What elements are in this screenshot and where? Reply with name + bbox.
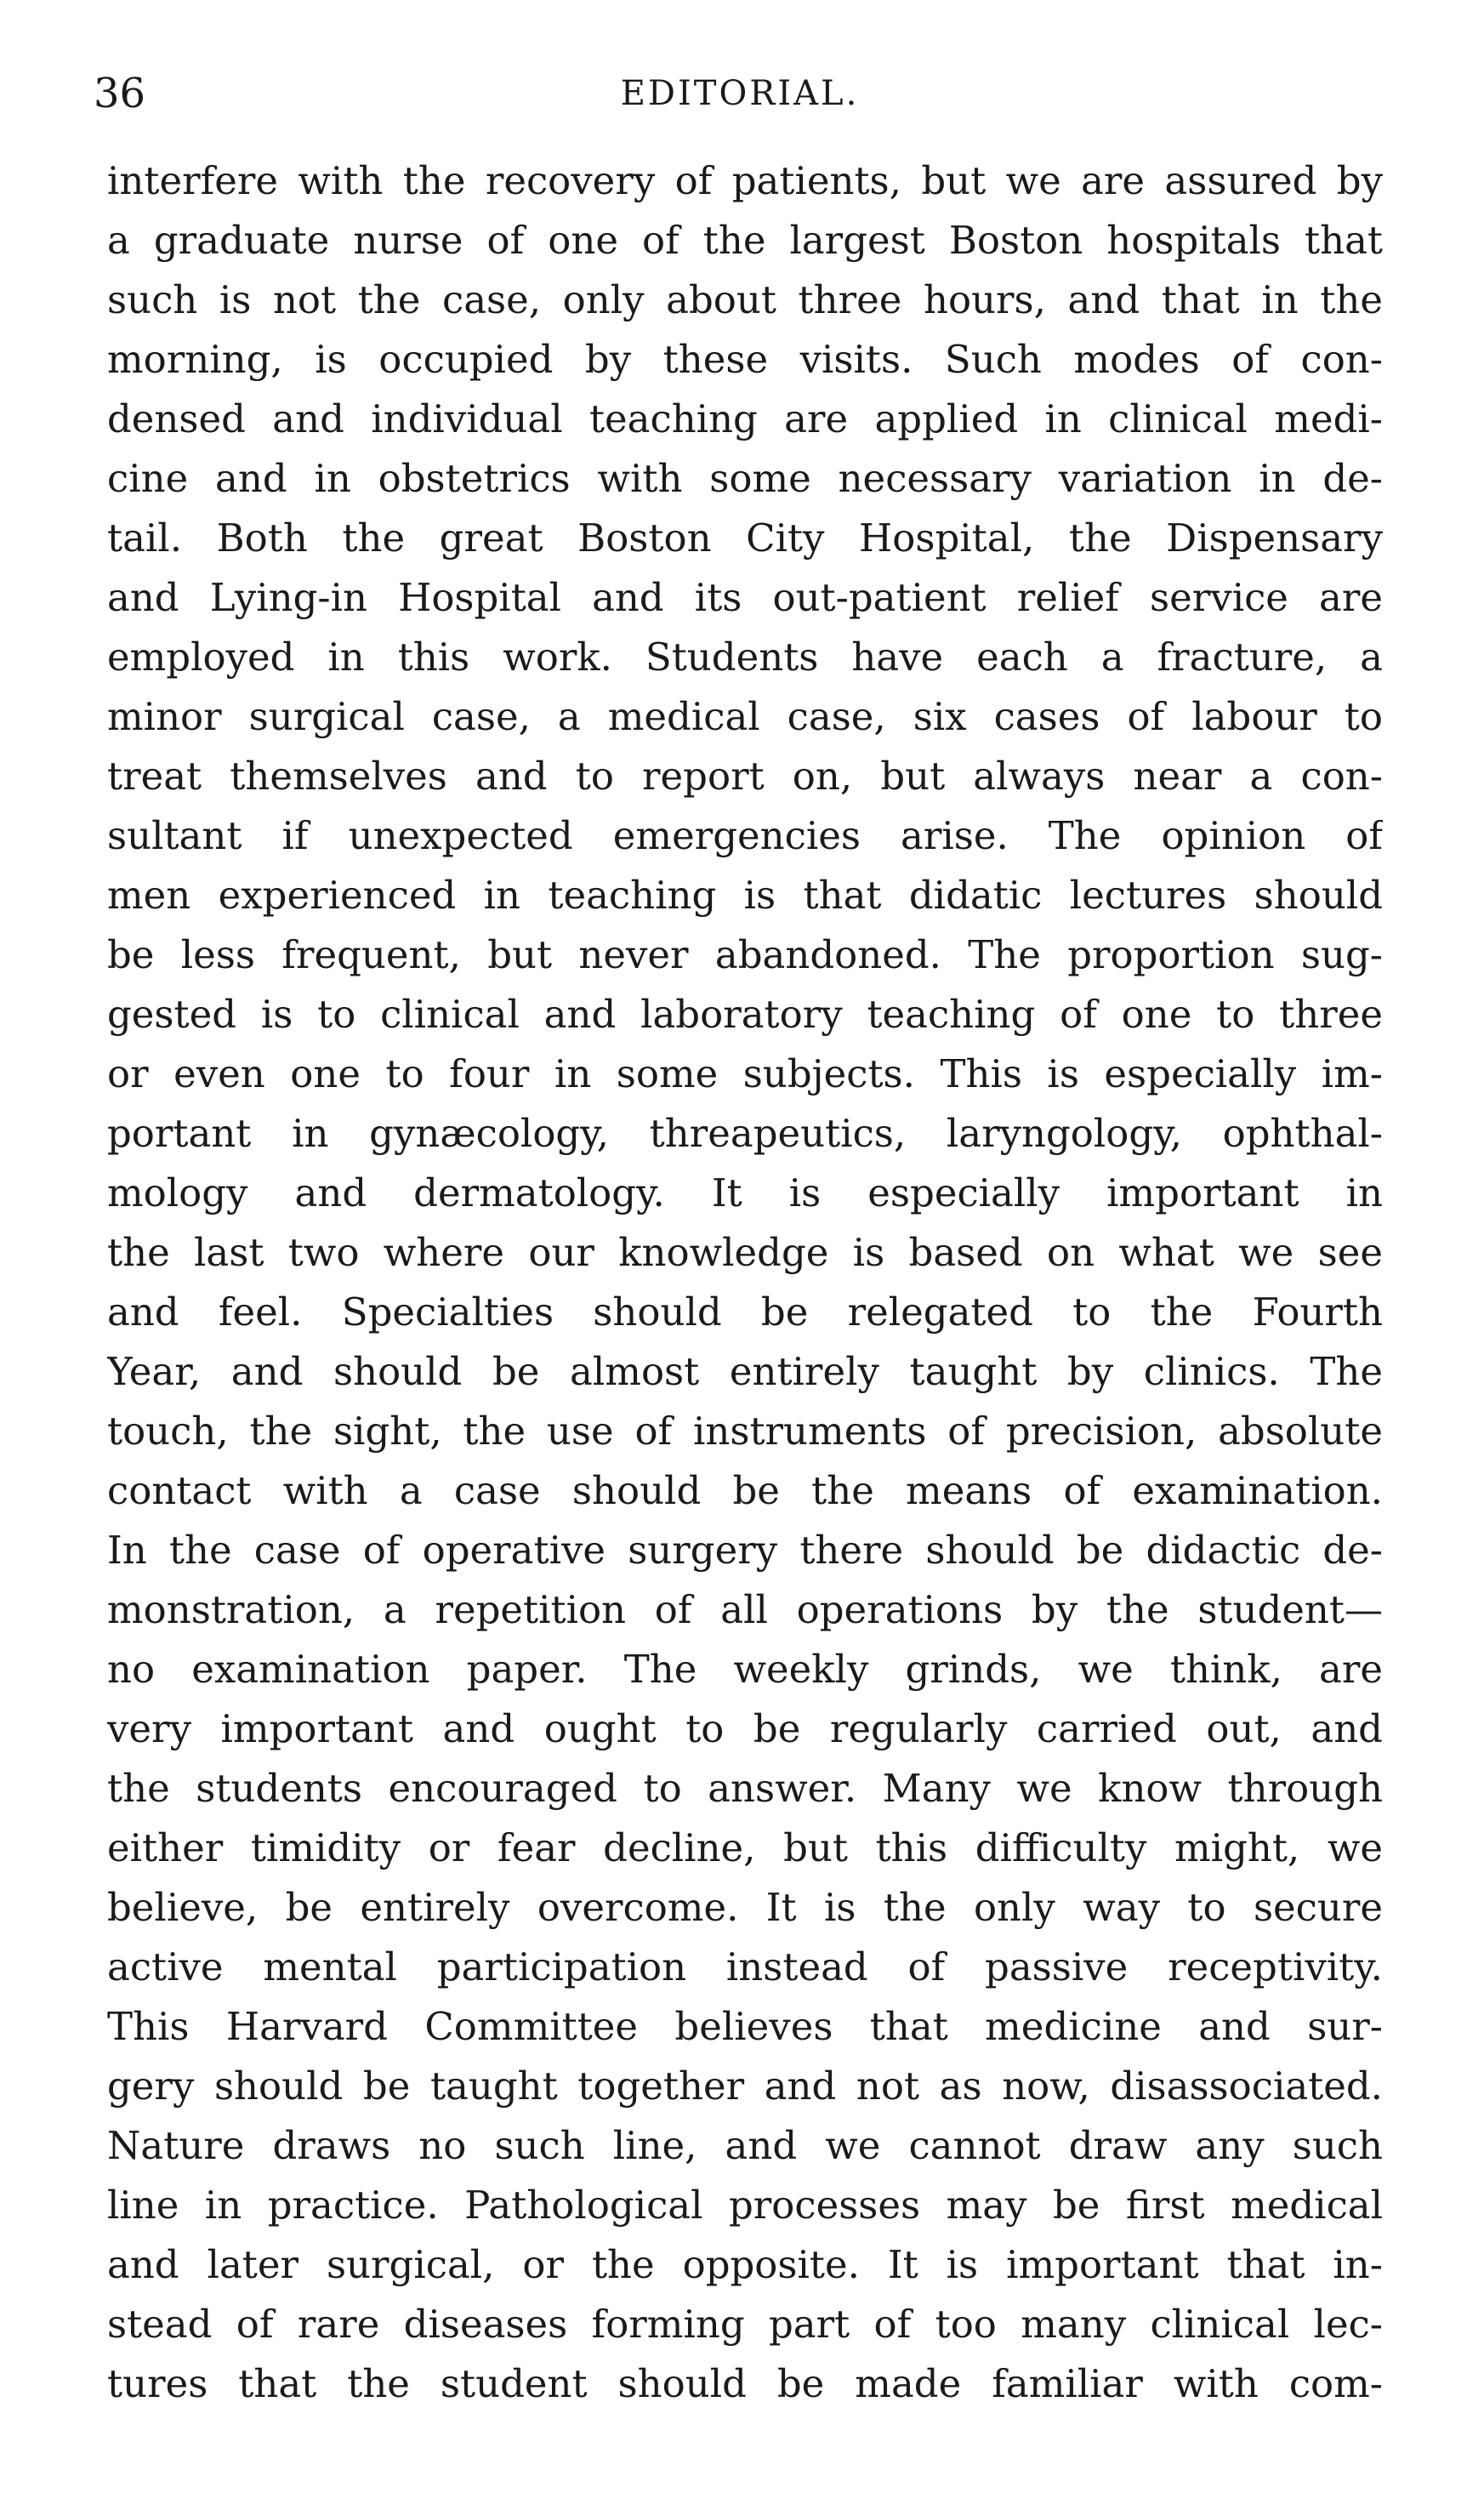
text-line: line in practice. Pathological processes may be first medical (107, 2183, 1383, 2228)
text-line: be less frequent, but never abandoned. The proportion sug- (107, 932, 1383, 977)
text-line: Year, and should be almost entirely taught by clinics. The (107, 1349, 1383, 1394)
text-line: monstration, a repetition of all operations by the student— (107, 1587, 1383, 1632)
text-line: active mental participation instead of passive receptivity. (107, 1944, 1383, 1989)
text-line: morning, is occupied by these visits. Such modes of con- (107, 337, 1383, 382)
text-line: interfere with the recovery of patients, but we are assured by (107, 158, 1383, 203)
text-line: mology and dermatology. It is especially important in (107, 1170, 1383, 1215)
text-line: employed in this work. Students have each a fracture, a (107, 635, 1383, 680)
text-line: and feel. Specialties should be relegated to the Fourth (107, 1289, 1383, 1335)
text-line: minor surgical case, a medical case, six cases of labour to (107, 694, 1383, 739)
text-line: This Harvard Committee believes that medicine and sur- (107, 2004, 1383, 2049)
text-line: men experienced in teaching is that didatic lectures should (107, 873, 1383, 918)
text-line: In the case of operative surgery there should be didactic de- (107, 1528, 1383, 1573)
text-line: stead of rare diseases forming part of too many clinical lec- (107, 2302, 1383, 2347)
text-line: no examination paper. The weekly grinds, we think, are (107, 1647, 1383, 1692)
text-line: very important and ought to be regularly carried out, and (107, 1706, 1383, 1751)
text-line: sultant if unexpected emergencies arise. The opinion of (107, 813, 1383, 858)
text-line: touch, the sight, the use of instruments of precision, absolute (107, 1409, 1383, 1454)
text-line: or even one to four in some subjects. This is especially im- (107, 1051, 1383, 1096)
text-line: such is not the case, only about three hours, and that in the (107, 277, 1383, 322)
text-line: densed and individual teaching are applied in clinical medi- (107, 396, 1383, 441)
text-line: contact with a case should be the means of examination. (107, 1468, 1383, 1513)
text-line: portant in gynæcology, threapeutics, laryngology, ophthal- (107, 1111, 1383, 1156)
text-line: cine and in obstetrics with some necessary variation in de- (107, 456, 1383, 501)
page-header (94, 60, 1386, 128)
text-line: tail. Both the great Boston City Hospital, the Dispensary (107, 515, 1383, 561)
text-line: either timidity or fear decline, but this difficulty might, we (107, 1825, 1383, 1870)
page-number: 36 (94, 70, 146, 117)
text-line: and Lying-in Hospital and its out-patient relief service are (107, 575, 1383, 620)
text-line: the students encouraged to answer. Many we know through (107, 1766, 1383, 1811)
running-head: EDITORIAL. (620, 74, 860, 113)
text-line: and later surgical, or the opposite. It is important that in- (107, 2242, 1383, 2287)
text-line: the last two where our knowledge is based on what we see (107, 1230, 1383, 1275)
text-line: a graduate nurse of one of the largest Boston hospitals that (107, 218, 1383, 263)
text-line: believe, be entirely overcome. It is the only way to secure (107, 1885, 1383, 1930)
text-line: treat themselves and to report on, but always near a con- (107, 754, 1383, 799)
text-line: gery should be taught together and not as now, disassociated. (107, 2063, 1383, 2109)
body-text (107, 151, 1383, 2414)
text-line: tures that the student should be made familiar with com- (107, 2361, 1383, 2406)
text-line: gested is to clinical and laboratory teaching of one to three (107, 992, 1383, 1037)
text-line: Nature draws no such line, and we cannot draw any such (107, 2123, 1383, 2168)
